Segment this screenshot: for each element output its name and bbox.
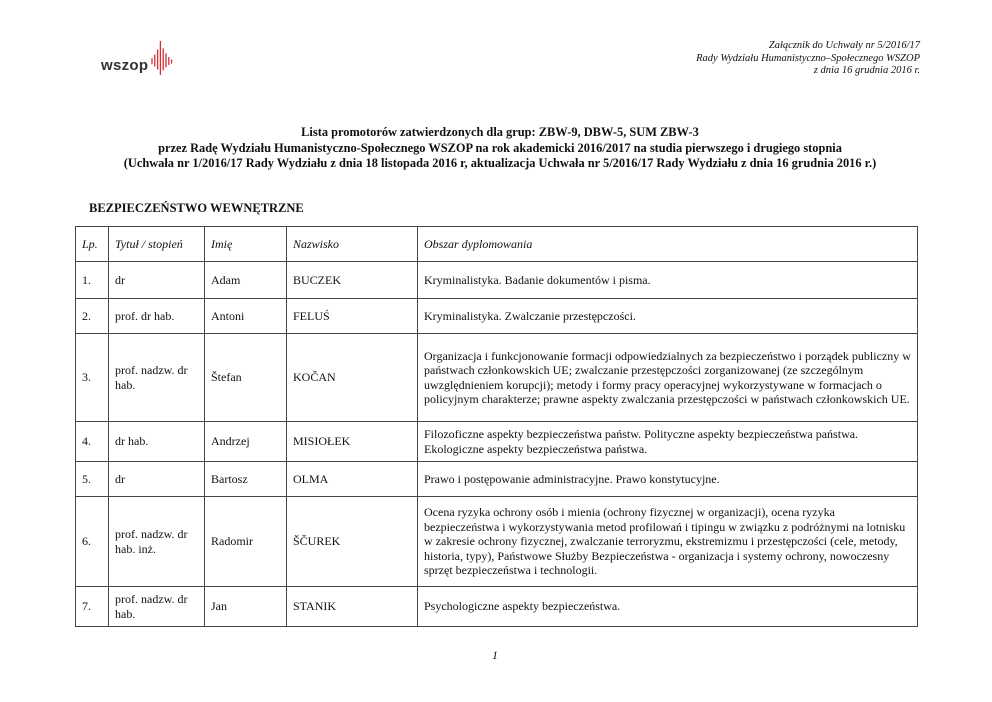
header-area: Obszar dyplomowania	[418, 227, 918, 262]
section-title: BEZPIECZEŃSTWO WEWNĘTRZNE	[89, 201, 304, 215]
header-first-name: Imię	[205, 227, 287, 262]
cell-lp: 3.	[76, 334, 109, 422]
cell-first-name: Štefan	[205, 334, 287, 422]
cell-lp: 5.	[76, 462, 109, 497]
cell-lp: 7.	[76, 587, 109, 627]
table-row	[76, 462, 918, 497]
cell-area: Organizacja i funkcjonowanie formacji odpowiedzialnych za bezpieczeństwo i porządek publiczny w państwach członkowskich UE; zwalczanie przestępczości zorganizowanej (ze szczególnym uwzględnieniem korupcji); metody i formy pracy operacyjnej wykorzystywane w formacjach o policyjnym charakterze; prawne aspekty zwalczania przestępczości w państwach członkowskich UE.	[418, 334, 918, 422]
title-line-3: (Uchwała nr 1/2016/17 Rady Wydziału z dnia 18 listopada 2016 r, aktualizacja Uchwała nr 5/2016/17 Rady Wydziału z dnia 16 grudnia 2016 r.)	[123, 156, 877, 171]
cell-first-name: Antoni	[205, 299, 287, 334]
cell-title: dr hab.	[109, 422, 205, 462]
cell-title: prof. nadzw. dr hab.	[109, 334, 205, 422]
annex-line-3: z dnia 16 grudnia 2016 r.	[813, 65, 920, 76]
cell-title: prof. nadzw. dr hab.	[109, 587, 205, 627]
cell-first-name: Radomir	[205, 497, 287, 587]
table-row	[76, 299, 918, 334]
cell-title: prof. nadzw. dr hab. inż.	[109, 497, 205, 587]
cell-last-name: FELUŚ	[287, 299, 418, 334]
cell-last-name: BUCZEK	[287, 262, 418, 299]
cell-title: dr	[109, 462, 205, 497]
cell-area: Psychologiczne aspekty bezpieczeństwa.	[418, 587, 918, 627]
title-line-2: przez Radę Wydziału Humanistyczno-Społecznego WSZOP na rok akademicki 2016/2017 na studia pierwszego i drugiego stopnia	[158, 140, 842, 155]
cell-lp: 2.	[76, 299, 109, 334]
header-lp: Lp.	[76, 227, 109, 262]
document-title	[60, 125, 940, 172]
cell-lp: 4.	[76, 422, 109, 462]
logo-bars-icon	[150, 38, 174, 76]
header-last-name: Nazwisko	[287, 227, 418, 262]
logo-text: wszop	[101, 57, 149, 74]
table-row	[76, 497, 918, 587]
annex-line-2: Rady Wydziału Humanistyczno–Społecznego WSZOP	[696, 52, 920, 64]
table-row	[76, 334, 918, 422]
cell-last-name: KOČAN	[287, 334, 418, 422]
cell-first-name: Jan	[205, 587, 287, 627]
cell-last-name: STANIK	[287, 587, 418, 627]
cell-area: Ocena ryzyka ochrony osób i mienia (ochrony fizycznej w organizacji), ocena ryzyka bezpieczeństwa i wykorzystywania metod profilowań i tipingu w związku z podróżnymi na lotnisku w zakresie ochrony fizycznej, zwalczanie terroryzmu, ekstremizmu i przestępczości (cele, metody, historia, typy), Państwowe Służby Bezpieczeństwa - organizacja i systemy ochrony, nowoczesny sprzęt bezpieczeństwa i technologii.	[418, 497, 918, 587]
cell-title: prof. dr hab.	[109, 299, 205, 334]
cell-lp: 6.	[76, 497, 109, 587]
table-row	[76, 587, 918, 627]
cell-first-name: Adam	[205, 262, 287, 299]
cell-last-name: OLMA	[287, 462, 418, 497]
wszop-logo	[101, 38, 174, 76]
cell-title: dr	[109, 262, 205, 299]
cell-area: Filozoficzne aspekty bezpieczeństwa państw. Polityczne aspekty bezpieczeństwa państwa. Ekologiczne aspekty bezpieczeństwa państwa.	[418, 422, 918, 462]
cell-first-name: Bartosz	[205, 462, 287, 497]
cell-last-name: ŠČUREK	[287, 497, 418, 587]
cell-lp: 1.	[76, 262, 109, 299]
annex-line-1: Załącznik do Uchwały nr 5/2016/17	[768, 40, 920, 51]
annex-note	[696, 40, 920, 78]
cell-last-name: MISIOŁEK	[287, 422, 418, 462]
cell-area: Kryminalistyka. Zwalczanie przestępczości.	[418, 299, 918, 334]
title-line-1: Lista promotorów zatwierdzonych dla grup: ZBW-9, DBW-5, SUM ZBW-3	[301, 125, 699, 139]
cell-area: Prawo i postępowanie administracyjne. Prawo konstytucyjne.	[418, 462, 918, 497]
cell-area: Kryminalistyka. Badanie dokumentów i pisma.	[418, 262, 918, 299]
cell-first-name: Andrzej	[205, 422, 287, 462]
table-row	[76, 422, 918, 462]
page-number: 1	[492, 648, 498, 662]
table-header-row	[76, 227, 918, 262]
header-title: Tytuł / stopień	[109, 227, 205, 262]
table-row	[76, 262, 918, 299]
promoters-table	[75, 226, 918, 627]
